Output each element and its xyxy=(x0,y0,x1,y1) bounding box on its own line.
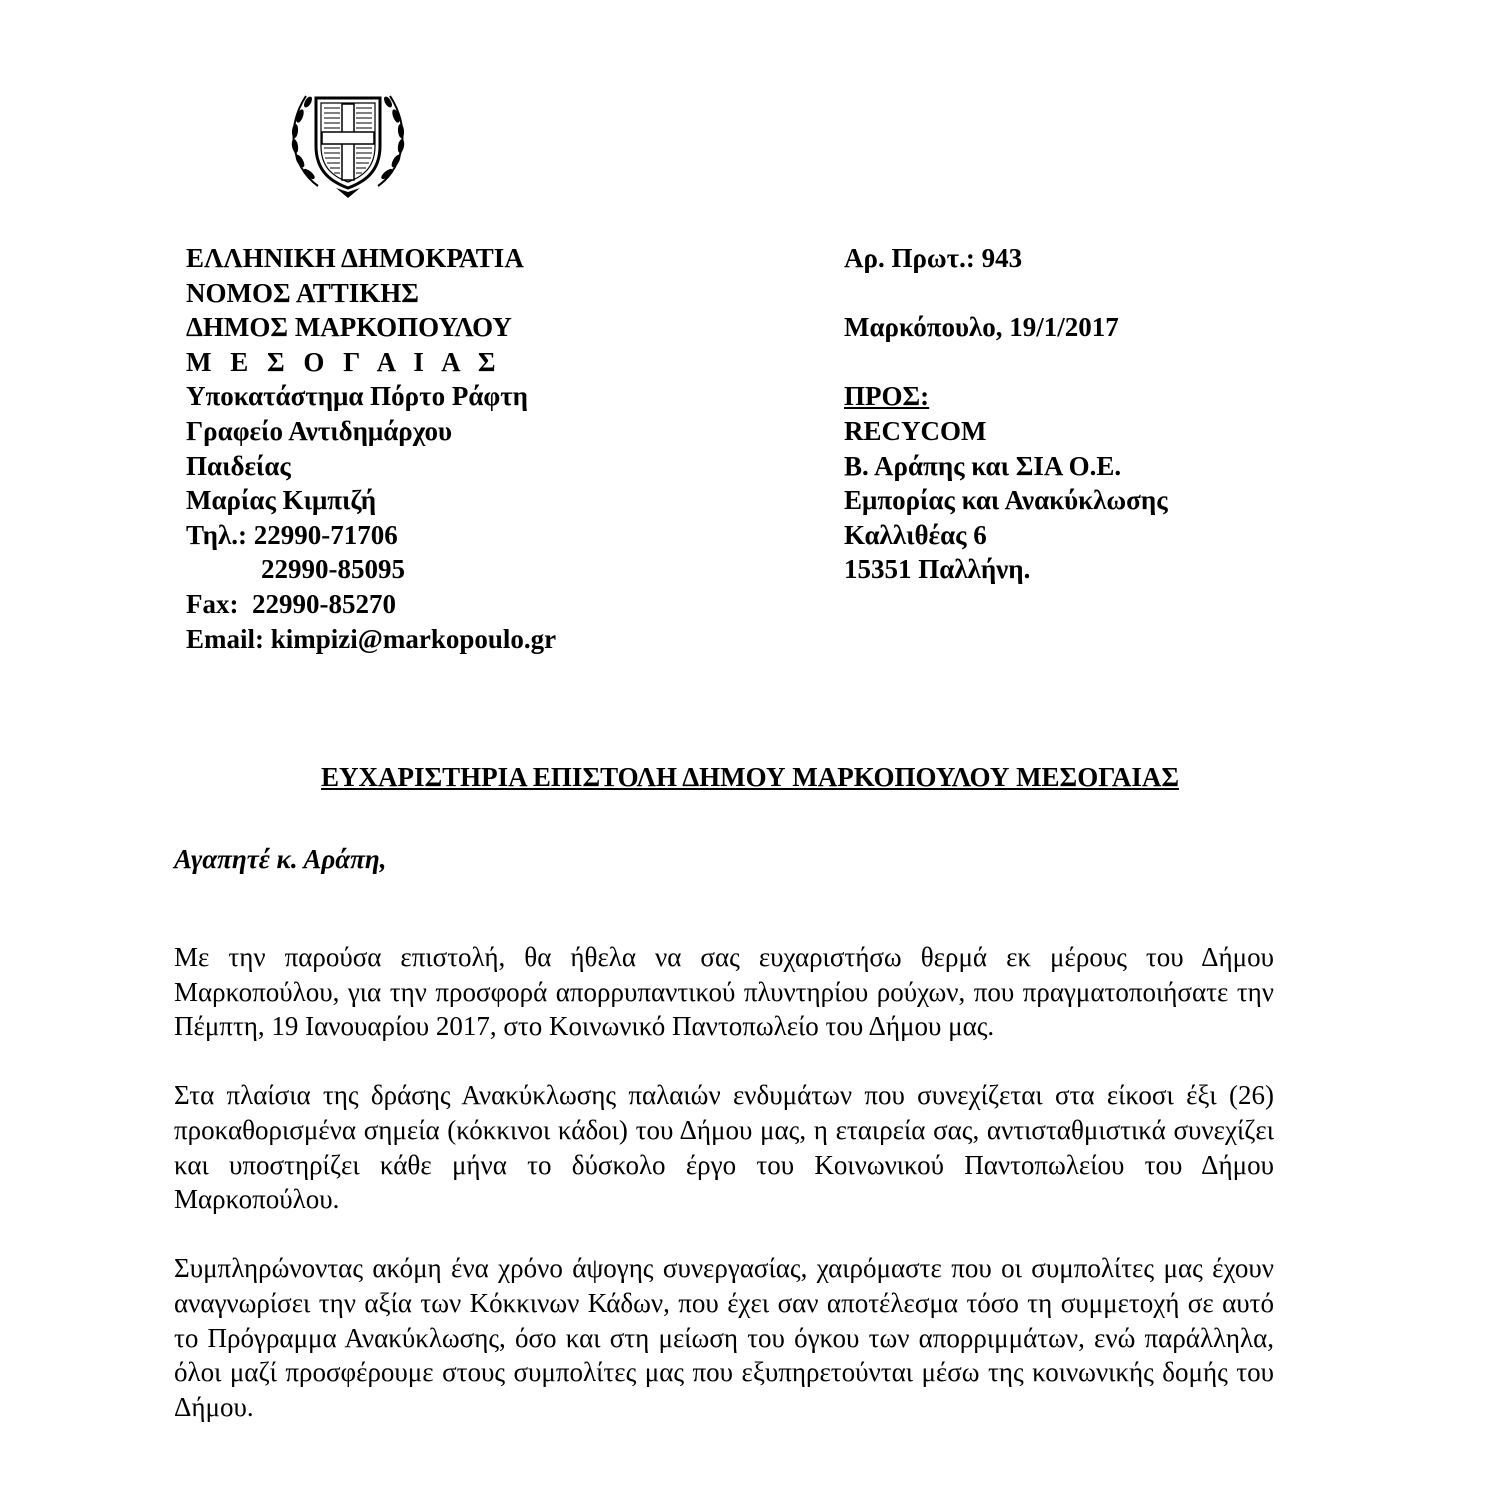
recipient-street: Καλλιθέας 6 xyxy=(844,519,987,550)
sender-branch: Υποκατάστημα Πόρτο Ράφτη xyxy=(186,381,529,412)
sender-block xyxy=(186,241,556,656)
sender-phone: Τηλ.: 22990-71706 xyxy=(186,519,398,550)
recipient-legal-name: Β. Αράπης και ΣΙΑ Ο.Ε. xyxy=(844,450,1122,481)
letter-body xyxy=(174,940,1274,1459)
recipient-company: RECYCOM xyxy=(844,415,987,446)
sender-country: ΕΛΛΗΝΙΚΗ ΔΗΜΟΚΡΑΤΙΑ xyxy=(186,243,524,273)
sender-person: Μαρίας Κιμπιζή xyxy=(186,485,377,516)
sender-fax: Fax: 22990-85270 xyxy=(186,588,396,619)
greek-coat-of-arms-icon xyxy=(278,68,418,208)
greeting: Αγαπητέ κ. Αράπη, xyxy=(174,844,387,874)
paragraph-1: Με την παρούσα επιστολή, θα ήθελα να σας ευχαριστήσω θερμά εκ μέρους του Δήμου Μαρκοπούλου, για την προσφορά απορρυπαντικού πλυντηρίου ρούχων, που πραγματοποιήσατε την Πέμπτη, 19 Ιανουαρίου 2017, στο Κοινωνικό Παντοπωλείο του Δήμου μας. xyxy=(174,942,1274,1042)
sender-region: Μ Ε Σ Ο Γ Α Ι Α Σ xyxy=(186,346,502,377)
spacer xyxy=(844,345,1168,380)
sender-office-subject: Παιδείας xyxy=(186,450,291,481)
sender-municipality: ΔΗΜΟΣ ΜΑΡΚΟΠΟΥΛΟΥ xyxy=(186,312,512,343)
sender-office: Γραφείο Αντιδημάρχου xyxy=(186,415,452,446)
to-label: ΠΡΟΣ: xyxy=(844,381,930,412)
recipient-city: 15351 Παλλήνη. xyxy=(844,554,1031,585)
protocol-number: Αρ. Πρωτ.: 943 xyxy=(844,243,1023,273)
recipient-business: Εμπορίας και Ανακύκλωσης xyxy=(844,485,1168,516)
letter-title: ΕΥΧΑΡΙΣΤΗΡΙΑ ΕΠΙΣΤΟΛΗ ΔΗΜΟΥ ΜΑΡΚΟΠΟΥΛΟΥ ΜΕΣΟΓΑΙΑΣ xyxy=(321,762,1179,792)
recipient-block xyxy=(844,241,1168,587)
sender-prefecture: ΝΟΜΟΣ ΑΤΤΙΚΗΣ xyxy=(186,277,419,308)
paragraph-3: Συμπληρώνοντας ακόμη ένα χρόνο άψογης συνεργασίας, χαιρόμαστε που οι συμπολίτες μας έχουν αναγνωρίσει την αξία των Κόκκινων Κάδων, που έχει σαν αποτέλεσμα τόσο τη συμμετοχή σε αυτό το Πρόγραμμα Ανακύκλωσης, όσο και στη μείωση του όγκου των απορριμμάτων, ενώ παράλληλα, όλοι μαζί προσφέρουμε στους συμπολίτες μας που εξυπηρετούνται μέσω της κοινωνικής δομής του Δήμου. xyxy=(174,1253,1274,1422)
sender-email: Email: kimpizi@markopoulo.gr xyxy=(186,623,557,654)
sender-phone-2: 22990-85095 xyxy=(261,554,405,585)
paragraph-2: Στα πλαίσια της δράσης Ανακύκλωσης παλαιών ενδυμάτων που συνεχίζεται στα είκοσι έξι (26) προκαθορισμένα σημεία (κόκκινοι κάδοι) του Δήμου μας, η εταιρεία σας, αντισταθμιστικά συνεχίζει και υποστηρίζει κάθε μήνα το δύσκολο έργο του Κοινωνικού Παντοπωλείου του Δήμου Μαρκοπούλου. xyxy=(174,1080,1274,1215)
place-date: Μαρκόπουλο, 19/1/2017 xyxy=(844,312,1119,343)
spacer xyxy=(844,276,1168,311)
